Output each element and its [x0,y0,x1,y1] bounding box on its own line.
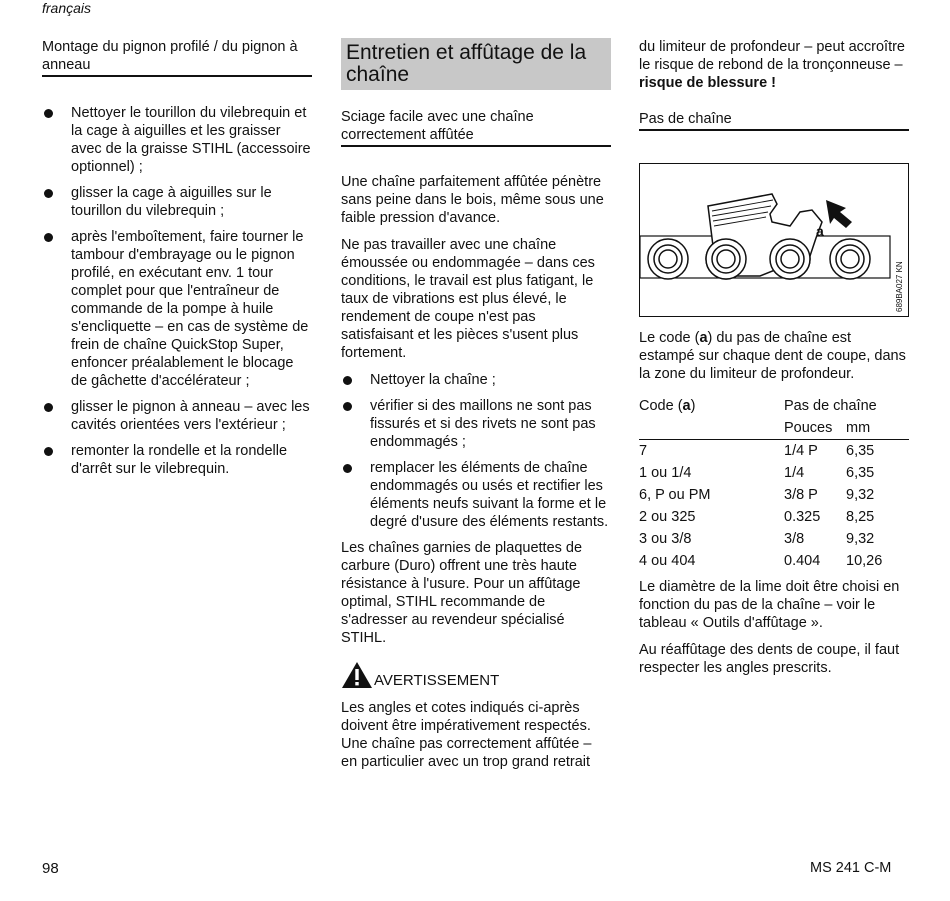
language-label: français [42,0,92,16]
table-header-inches: Pouces [784,420,833,436]
paragraph-text: du limiteur de profondeur – peut accroître le risque de rebond de la tronçonneuse – [639,39,905,73]
table-header-pitch: Pas de chaîne [784,398,877,414]
pointer-arrow [826,200,852,228]
paragraph: Une chaîne parfaitement affûtée pénètre sans peine dans le bois, même sous une faible pression d'avance. [341,174,604,226]
column-2 [341,38,611,780]
table-row: 1 ou 1/4 1/4 6,35 [639,465,875,481]
chain-pitch-table [639,395,909,572]
caption-text: ) du pas de chaîne est estampé sur chaque dent de coupe, dans la zone du limiteur de profondeur. [639,330,906,382]
page-number: 98 [42,860,59,877]
table-header-mm: mm [846,420,871,436]
section-subheading: Pas de chaîne [639,110,909,131]
caption-code: a [699,330,708,346]
table-row: 3 ou 3/8 3/8 9,32 [639,531,875,547]
list-item: remonter la rondelle et la rondelle d'arrêt sur le vilebrequin. [42,442,312,478]
warning-label: AVERTISSEMENT [374,672,500,689]
paragraph: Les chaînes garnies de plaquettes de carbure (Duro) offrent une très haute résistance à l'usure. Pour un affûtage optimal, STIHL recommande de s'adresser au revendeur spécialisé STIHL. [341,540,583,646]
list-item: après l'emboîtement, faire tourner le tambour d'embrayage ou le pignon profilé, en exécutant env. 1 tour complet pour que l'entraîneur de commande de la pompe à huile s'encliquette – en cas de système de frein de chaîne QuickStop Super, enfoncer préalablement le blocage de gâchette d'accélérateur ; [42,228,312,390]
list-item: glisser la cage à aiguilles sur le tourillon du vilebrequin ; [42,184,312,220]
table-row: 6, P ou PM 3/8 P 9,32 [639,487,875,503]
instruction-list [42,104,312,478]
list-item: remplacer les éléments de chaîne endommagés ou usés et rectifier les éléments neufs suivant la forme et le degré d'usure des éléments restants. [341,459,611,531]
list-item: Nettoyer le tourillon du vilebrequin et la cage à aiguilles et les graisser avec de la graisse STIHL (accessoire optionnel) ; [42,104,312,176]
list-item: vérifier si des maillons ne sont pas fissurés et si des rivets ne sont pas endommagés ; [341,397,611,451]
injury-risk-text: risque de blessure ! [639,75,776,91]
section-title: Entretien et affûtage de la chaîne [341,38,611,90]
warning-icon [341,661,373,689]
figure-code: 689BA027 KN [895,261,904,312]
paragraph: Ne pas travailler avec une chaîne émoussée ou endommagée – dans ces conditions, le travail est plus fatigant, le taux de vibrations est plus élevé, le rendement de coupe n'est pas satisfaisant et les pièces s'usent plus fortement. [341,237,595,361]
column-1 [42,38,312,486]
list-item: glisser le pignon à anneau – avec les cavités orientées vers l'extérieur ; [42,398,312,434]
table-row: 2 ou 325 0.325 8,25 [639,509,875,525]
caption-text: Le code ( [639,330,700,346]
warning-heading [341,661,611,689]
table-row: 4 ou 404 0.404 10,26 [639,553,883,569]
chain-pitch-figure [639,163,909,317]
paragraph: Les angles et cotes indiqués ci-après doivent être impérativement respectés. Une chaîne pas correctement affûtée – en particulier avec un trop grand retrait [341,700,592,770]
figure-caption [639,329,909,383]
table-row: 7 1/4 P 6,35 [639,443,875,459]
chain-illustration [640,164,908,316]
section-subheading: Sciage facile avec une chaîne correctement affûtée [341,108,611,147]
paragraph: Au réaffûtage des dents de coupe, il faut respecter les angles prescrits. [639,642,900,676]
column-3 [639,38,909,686]
table-header-code: Code (a) [639,398,696,414]
section-subheading: Montage du pignon profilé / du pignon à anneau [42,38,312,77]
maintenance-list [341,371,611,531]
paragraph [639,38,909,92]
paragraph: Le diamètre de la lime doit être choisi en fonction du pas de la chaîne – voir le tableau « Outils d'affûtage ». [639,579,900,631]
figure-label-a: a [816,223,824,239]
model-name: MS 241 C-M [810,860,892,876]
list-item: Nettoyer la chaîne ; [341,371,611,389]
